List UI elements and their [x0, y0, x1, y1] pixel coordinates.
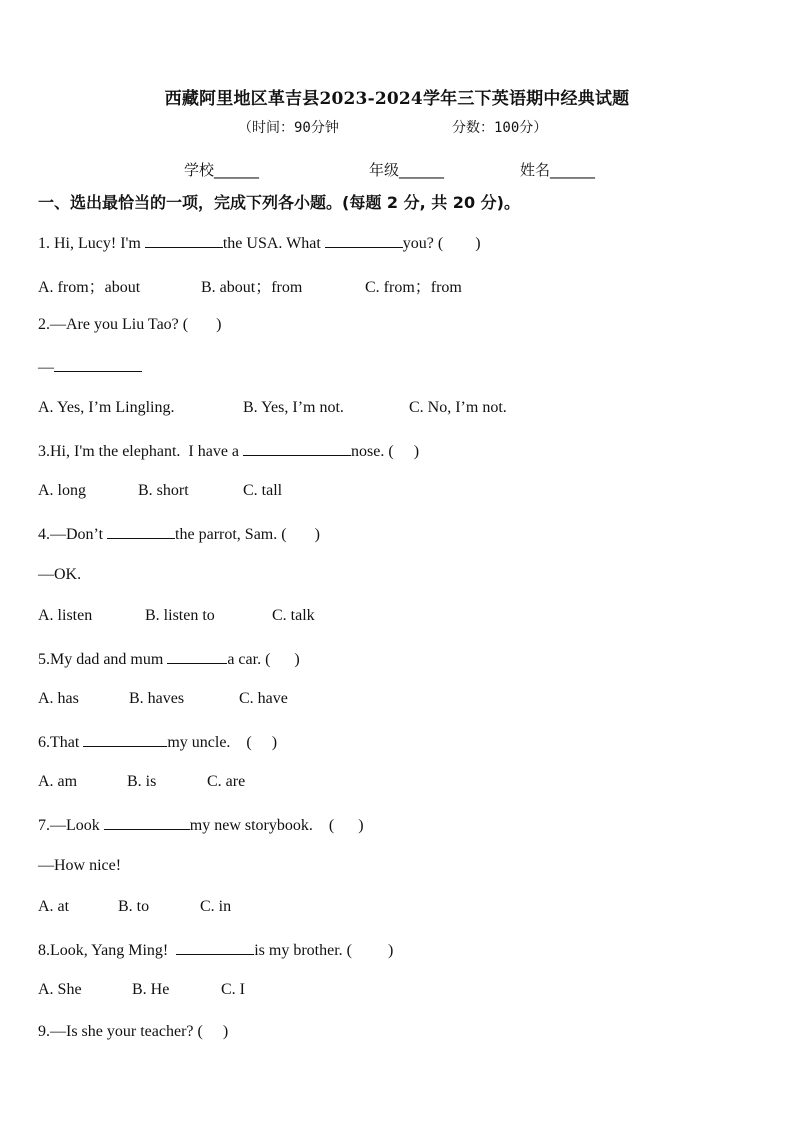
option-a: A. has	[38, 690, 79, 707]
option-b: B. is	[127, 773, 157, 790]
question-5-text-b: a car. ( )	[227, 651, 300, 668]
answer-blank	[54, 357, 142, 372]
question-1	[38, 233, 481, 253]
question-2-text: 2.—Are you Liu Tao? ( )	[38, 316, 222, 333]
question-4-options	[38, 607, 315, 625]
question-4	[38, 524, 320, 544]
question-3-text-a: 3.Hi, I'm the elephant. I have a	[38, 443, 244, 460]
answer-blank	[167, 649, 227, 664]
question-7-text-b: my new storybook. ( )	[189, 817, 364, 834]
question-7-reply	[38, 857, 121, 875]
question-4-reply-text: —OK.	[38, 566, 82, 583]
question-5-text-a: 5.My dad and mum	[38, 651, 168, 668]
question-6-options	[38, 773, 245, 791]
question-4-reply	[38, 566, 81, 584]
question-1-text-b: the USA. What	[222, 235, 325, 252]
question-1-text-a: 1. Hi, Lucy! I'm	[38, 235, 145, 252]
question-7-reply-text: —How nice!	[38, 857, 122, 874]
question-4-text-b: the parrot, Sam. ( )	[175, 526, 320, 543]
answer-blank	[104, 815, 190, 830]
option-a: A. long	[38, 482, 86, 499]
option-a: A. at	[38, 898, 70, 915]
answer-blank	[325, 233, 403, 248]
question-3-options	[38, 482, 282, 500]
question-8-text-b: is my brother. ( )	[254, 942, 394, 959]
answer-blank	[83, 732, 167, 747]
question-3	[38, 441, 419, 461]
name-field: 姓名______	[520, 161, 596, 179]
grade-field: 年级______	[369, 161, 445, 179]
question-6-text-b: my uncle. ( )	[167, 734, 278, 751]
option-b: B. short	[138, 482, 189, 499]
option-c: C. from；from	[365, 279, 462, 296]
question-6	[38, 732, 277, 752]
school-field: 学校______	[184, 161, 260, 179]
question-2	[38, 316, 221, 334]
question-8-text-a: 8.Look, Yang Ming!	[38, 942, 177, 959]
exam-title: 西藏阿里地区革吉县2023-2024学年三下英语期中经典试题	[164, 89, 630, 109]
question-1-options	[38, 274, 462, 297]
time-limit: （时间：90分钟	[238, 120, 339, 136]
option-c: C. talk	[272, 607, 315, 624]
answer-blank	[243, 441, 351, 456]
question-9-text: 9.—Is she your teacher? ( )	[38, 1023, 229, 1040]
option-b: B. He	[132, 981, 170, 998]
option-a: A. listen	[38, 607, 93, 624]
question-5-options	[38, 690, 288, 708]
question-7-options	[38, 898, 231, 916]
option-b: B. haves	[129, 690, 185, 707]
question-7	[38, 815, 364, 835]
option-c: C. tall	[243, 482, 283, 499]
option-a: A. from；about	[38, 279, 141, 296]
question-8-options	[38, 981, 245, 999]
question-8	[38, 940, 393, 960]
answer-blank	[176, 940, 254, 955]
question-2-reply	[38, 357, 142, 377]
option-c: C. have	[239, 690, 288, 707]
question-7-text-a: 7.—Look	[38, 817, 104, 834]
question-4-text-a: 4.—Don’t	[38, 526, 108, 543]
option-c: C. in	[200, 898, 232, 915]
question-3-text-b: nose. ( )	[351, 443, 420, 460]
question-5	[38, 649, 300, 669]
option-c: C. I	[221, 981, 245, 998]
question-2-options	[38, 399, 507, 417]
option-a: A. am	[38, 773, 78, 790]
question-9	[38, 1023, 228, 1041]
option-b: B. to	[118, 898, 150, 915]
option-a: A. She	[38, 981, 82, 998]
answer-blank	[145, 233, 223, 248]
question-2-reply-dash: —	[38, 359, 54, 376]
question-6-text-a: 6.That	[38, 734, 84, 751]
option-b: B. Yes, I’m not.	[243, 399, 344, 416]
option-b: B. listen to	[145, 607, 215, 624]
total-score: 分数：100分）	[452, 120, 548, 136]
question-1-text-c: you? ( )	[402, 235, 481, 252]
answer-blank	[107, 524, 175, 539]
section-heading: 一、选出最恰当的一项，完成下列各小题。(每题 2 分, 共 20 分)。	[38, 193, 520, 212]
option-c: C. are	[207, 773, 246, 790]
option-a: A. Yes, I’m Lingling.	[38, 399, 175, 416]
option-c: C. No, I’m not.	[409, 399, 507, 416]
option-b: B. about；from	[201, 279, 303, 296]
